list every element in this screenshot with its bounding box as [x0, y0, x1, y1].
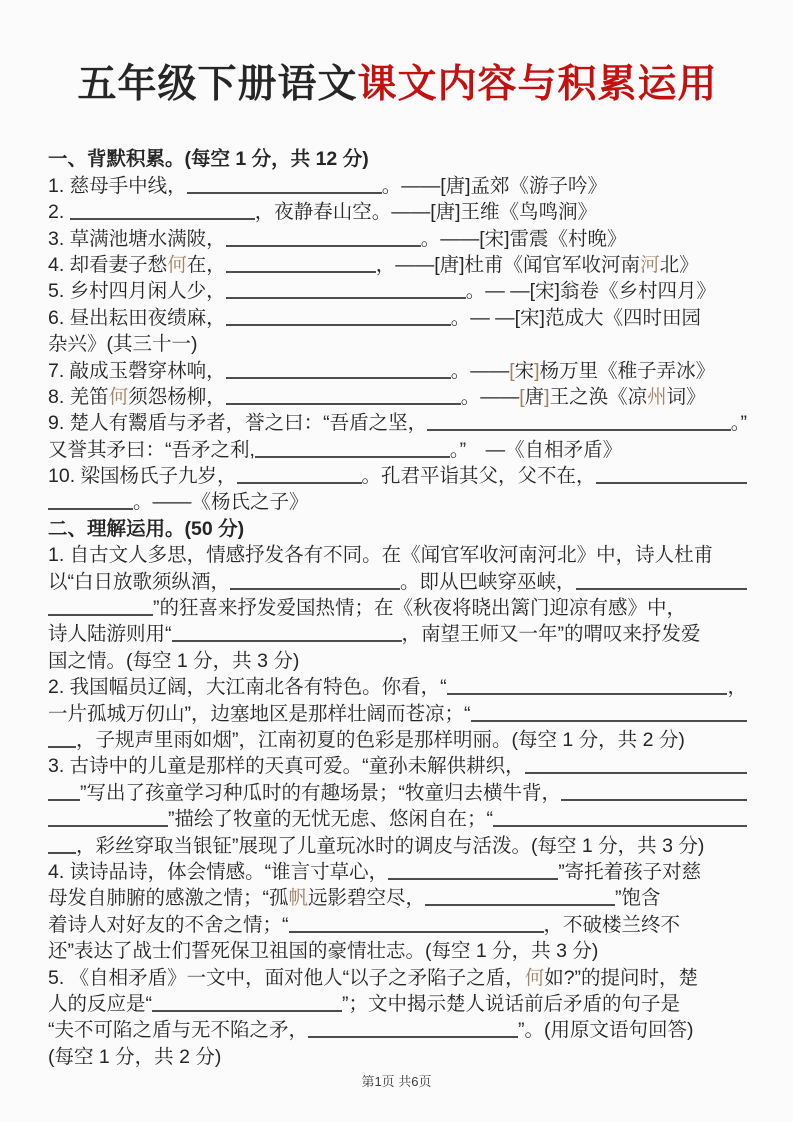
q8 [48, 384, 747, 410]
text-run: 还”表达了战士们誓死保卫祖国的豪情壮志。(每空 1 分，共 3 分) [48, 940, 599, 963]
s2q3-line-2 [48, 779, 747, 805]
text-run: [ [509, 359, 515, 382]
s2q3-line-1 [48, 753, 747, 779]
text-run: 何 [108, 385, 129, 408]
s2q4-line-3 [48, 911, 747, 937]
s2q4-line-2 [48, 885, 747, 911]
text-run: 4. 却看妻子愁 [48, 253, 168, 276]
text-run: ，——[唐]杜甫《闻官军收河南 [375, 253, 641, 276]
text-run: 杂兴》(其三十一) [48, 333, 198, 356]
s2q2-line-2 [48, 700, 747, 726]
s2q1-line-5 [48, 647, 747, 673]
answer-blank [289, 931, 544, 933]
section-2-heading [48, 515, 747, 541]
text-run: 。——《杨氏之子》 [133, 491, 309, 514]
text-run: 。即从巴峡穿巫峡， [400, 570, 576, 593]
text-run: 9. 楚人有鬻盾与矛者，誉之曰：“吾盾之坚， [48, 412, 428, 435]
text-run: 。—— [460, 385, 520, 408]
text-run: 一片孤城万仞山”，边塞地区是那样壮阔而苍凉；“ [48, 702, 471, 725]
text-run: 6. 昼出耘田夜绩麻， [48, 306, 226, 329]
answer-blank [237, 482, 362, 484]
answer-blank [226, 377, 451, 379]
text-run: ”饱含 [615, 887, 661, 910]
answer-blank [226, 403, 461, 405]
s2q2-line-3 [48, 727, 747, 753]
answer-blank [70, 218, 255, 220]
text-run: 1. 自古文人多思，情感抒发各有不同。在《闻官军收河南河北》中，诗人杜甫 [48, 544, 714, 567]
q1 [48, 172, 747, 198]
answer-blank [152, 1010, 342, 1012]
answer-blank [388, 878, 558, 880]
answer-blank [48, 799, 80, 801]
answer-blank [48, 825, 168, 827]
text-run: ，不破楼兰终不 [543, 913, 681, 936]
text-run: 杨万里《稚子弄冰》 [539, 359, 716, 382]
text-run: 着诗人对好友的不舍之情；“ [48, 913, 289, 936]
text-run: ] [544, 385, 550, 408]
text-run: 国之情。(每空 1 分，共 3 分) [48, 649, 300, 672]
answer-blank [525, 772, 747, 774]
answer-blank [172, 640, 402, 642]
text-run: 。” [730, 412, 747, 435]
text-run: 王之涣《凉 [549, 385, 648, 408]
section-1-heading [48, 146, 747, 172]
page-footer: 第1页 共6页 [361, 1074, 432, 1089]
s2q1-line-2 [48, 568, 747, 594]
text-run: 。— —[宋]范成大《四时田园 [450, 306, 701, 329]
text-run: 宋 [514, 359, 535, 382]
s2q4-line-1 [48, 859, 747, 885]
q10-line-2 [48, 489, 747, 515]
answer-blank [447, 693, 728, 695]
answer-blank [48, 614, 153, 616]
text-run: 5. 乡村四月闲人少， [48, 280, 226, 303]
text-run: 5. 《自相矛盾》一文中，面对他人“以子之矛陷子之盾， [48, 966, 525, 989]
text-run: ”。(用原文语句回答) [518, 1019, 694, 1042]
text-run: ，南望王师又一年”的喟叹来抒发爱 [401, 623, 701, 646]
s2q1-line-1 [48, 542, 747, 568]
text-run: 何 [524, 966, 545, 989]
text-run: “夫不可陷之盾与无不陷之矛， [48, 1019, 308, 1042]
text-run: 唐 [524, 385, 545, 408]
text-run: 河 [640, 253, 660, 276]
s2q4-line-4 [48, 938, 747, 964]
text-run: 一、背默积累。(每空 1 分，共 12 分) [48, 148, 369, 171]
text-run: 2. 我国幅员辽阔，大江南北各有特色。你看，“ [48, 676, 447, 699]
text-run: (每空 1 分，共 2 分) [48, 1045, 222, 1068]
page-title [48, 53, 747, 109]
answer-blank [425, 904, 615, 906]
answer-blank [561, 799, 747, 801]
text-run: ，夜静春山空。——[唐]王维《鸟鸣涧》 [254, 201, 598, 224]
title-red-part: 课文内容与积累运用 [357, 63, 718, 106]
text-run: ”寄托着孩子对慈 [558, 860, 702, 883]
text-run: 人的反应是“ [48, 992, 152, 1015]
q7 [48, 357, 747, 383]
text-run: 帆 [288, 887, 309, 910]
text-run: [ [519, 385, 525, 408]
text-run: 8. 羌笛 [48, 385, 109, 408]
text-run: 。— —[宋]翁卷《乡村四月》 [465, 280, 716, 303]
answer-blank [187, 192, 382, 194]
text-run: 何 [167, 253, 187, 276]
text-run: 远影碧空尽， [308, 887, 426, 910]
answer-blank [427, 429, 731, 431]
s2q5-line-1 [48, 964, 747, 990]
q3 [48, 225, 747, 251]
text-run: 3. 草满池塘水满陂， [48, 227, 226, 250]
text-run: 又誉其矛曰：“吾矛之利, [48, 438, 255, 461]
s2q3-line-3 [48, 806, 747, 832]
title-black-part: 五年级下册语文 [77, 63, 358, 106]
answer-blank [255, 456, 450, 458]
answer-blank [308, 1036, 518, 1038]
s2q1-line-3 [48, 595, 747, 621]
text-run: 词》 [666, 385, 706, 408]
s2q5-line-3 [48, 1017, 747, 1043]
text-run: 2. [48, 201, 70, 224]
answer-blank [471, 720, 748, 722]
text-run: 在， [186, 253, 226, 276]
answer-blank [48, 746, 76, 748]
q9-line-2 [48, 436, 747, 462]
q5 [48, 278, 747, 304]
s2q1-line-4 [48, 621, 747, 647]
text-run: 如?”的提问时，楚 [544, 966, 699, 989]
answer-blank [596, 482, 747, 484]
s2q5-line-2 [48, 991, 747, 1017]
text-run: 诗人陆游则用“ [48, 623, 172, 646]
s2q3-line-4 [48, 832, 747, 858]
text-run: 以“白日放歌须纵酒， [48, 570, 230, 593]
text-run: 3. 古诗中的儿童是那样的天真可爱。“童孙未解供耕织， [48, 755, 525, 778]
text-run: 7. 敲成玉磬穿林响， [48, 359, 226, 382]
text-run: ”的狂喜来抒发爱国热情；在《秋夜将晓出篱门迎凉有感》中， [153, 597, 686, 620]
text-run: 。——[唐]孟郊《游子吟》 [381, 174, 608, 197]
q2 [48, 199, 747, 225]
text-run: 1. 慈母手中线， [48, 174, 187, 197]
text-run: 母发自肺腑的感激之情；“孤 [48, 887, 289, 910]
text-run: 。孔君平诣其父，父不在， [361, 465, 596, 488]
text-run: ”；文中揭示楚人说话前后矛盾的句子是 [342, 992, 680, 1015]
text-run: 10. 梁国杨氏子九岁， [48, 465, 237, 488]
answer-blank [48, 852, 76, 854]
answer-blank [226, 245, 421, 247]
answer-blank [226, 271, 376, 273]
text-run: ”写出了孩童学习种瓜时的有趣场景；“牧童归去横牛背， [80, 781, 561, 804]
q6-line-1 [48, 304, 747, 330]
answer-blank [226, 297, 466, 299]
q4 [48, 252, 747, 278]
q10-line-1 [48, 463, 747, 489]
text-run: ， [727, 676, 747, 699]
text-run: 。” —《自相矛盾》 [449, 438, 623, 461]
text-run: ”描绘了牧童的无忧无虑、悠闲自在；“ [168, 808, 493, 831]
text-run: 二、理解运用。(50 分) [48, 517, 245, 540]
text-run: 。—— [450, 359, 510, 382]
answer-blank [493, 825, 747, 827]
text-run: ，子规声里雨如烟”，江南初夏的色彩是那样明丽。(每空 1 分，共 2 分) [76, 728, 685, 751]
text-run: 北》 [659, 253, 699, 276]
text-run: ] [534, 359, 540, 382]
text-run: 州 [647, 385, 667, 408]
document-lines [48, 146, 747, 1070]
answer-blank [230, 588, 400, 590]
text-run: 4. 读诗品诗，体会情感。“谁言寸草心， [48, 860, 389, 883]
q6-line-2 [48, 331, 747, 357]
s2q5-line-4 [48, 1043, 747, 1069]
text-run: ，彩丝穿取当银钲”展现了儿童玩冰时的调皮与活泼。(每空 1 分，共 3 分) [76, 834, 705, 857]
answer-blank [226, 324, 451, 326]
answer-blank [48, 508, 133, 510]
text-run: 须怨杨柳， [128, 385, 226, 408]
q9-line-1 [48, 410, 747, 436]
answer-blank [576, 588, 747, 590]
s2q2-line-1 [48, 674, 747, 700]
text-run: 。——[宋]雷震《村晚》 [420, 227, 627, 250]
